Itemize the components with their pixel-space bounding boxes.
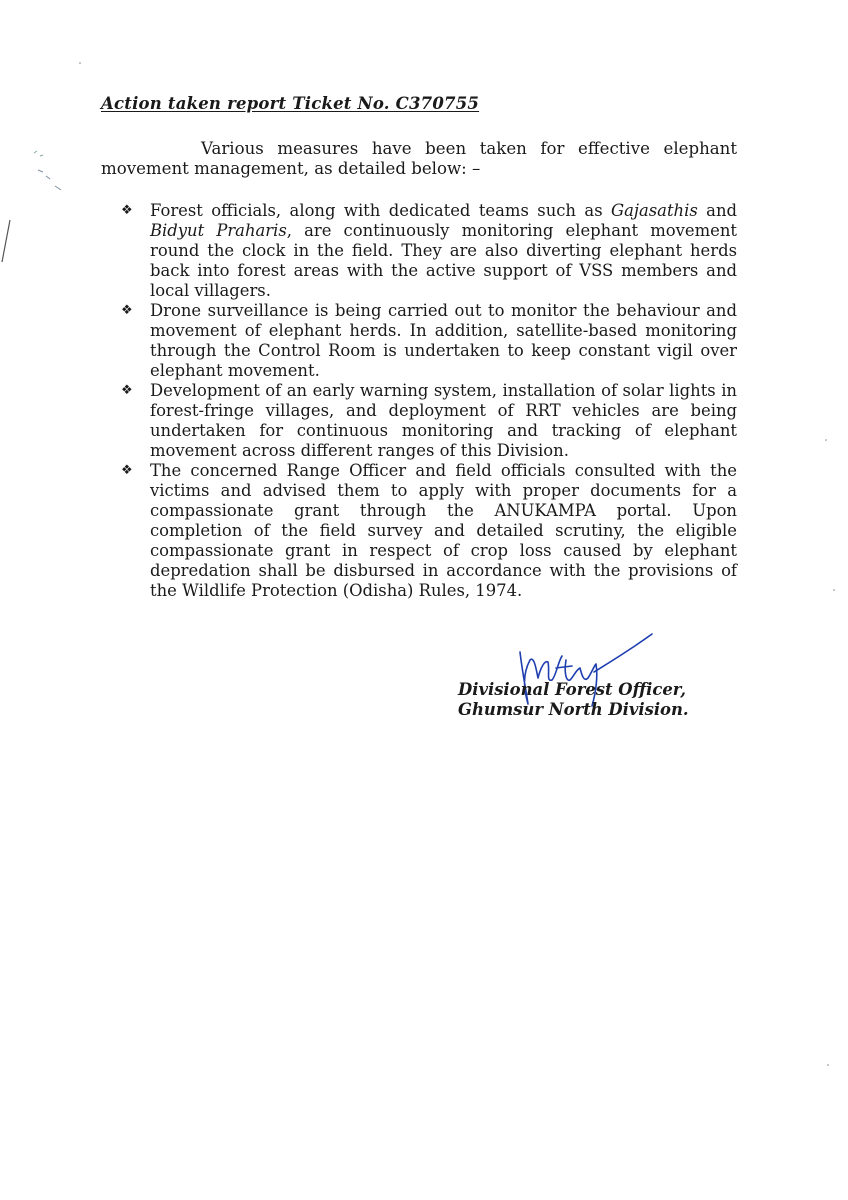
bullet-text: Drone surveillance is being carried out to monitor the behaviour and movement of elephant herds. In addition, satellite-based monitoring through the Control Room is undertaken to keep constant vigil over elephant movement. [150, 301, 737, 380]
list-item [101, 301, 737, 381]
bullet-text: Development of an early warning system, installation of solar lights in forest-fringe villages, and deployment of RRT vehicles are being undertaken for continuous monitoring and tracking of elephant movement across different ranges of this Division. [150, 381, 737, 460]
diamond-bullet-icon: ❖ [121, 303, 133, 318]
bullet-text: The concerned Range Officer and field officials consulted with the victims and advised them to apply with proper documents for a compassionate grant through the ANUKAMPA portal. Upon completion of the field survey and detailed scrutiny, the eligible compassionate grant in respect of crop loss caused by elephant depredation shall be disbursed in accordance with the provisions of the Wildlife Protection (Odisha) Rules, 1974. [150, 461, 737, 600]
diamond-bullet-icon: ❖ [121, 463, 133, 478]
list-item [101, 461, 737, 601]
intro-paragraph: Various measures have been taken for effective elephant movement management, as detailed below: – [101, 139, 737, 178]
signatory-designation: Divisional Forest Officer, [458, 680, 686, 699]
report-title: Action taken report Ticket No. C370755 [101, 94, 480, 113]
bullet-text: Forest officials, along with dedicated teams such as Gajasathis and Bidyut Praharis, are continuously monitoring elephant movement round the clock in the field. They are also diverting elephant herds back into forest areas with the active support of VSS members and local villagers. [150, 201, 738, 300]
list-item [101, 381, 737, 461]
list-item [101, 201, 737, 301]
diamond-bullet-icon: ❖ [121, 203, 133, 218]
measures-list [101, 201, 737, 601]
signatory-division: Ghumsur North Division. [458, 700, 689, 719]
diamond-bullet-icon: ❖ [121, 383, 133, 398]
signature-block [458, 680, 689, 720]
